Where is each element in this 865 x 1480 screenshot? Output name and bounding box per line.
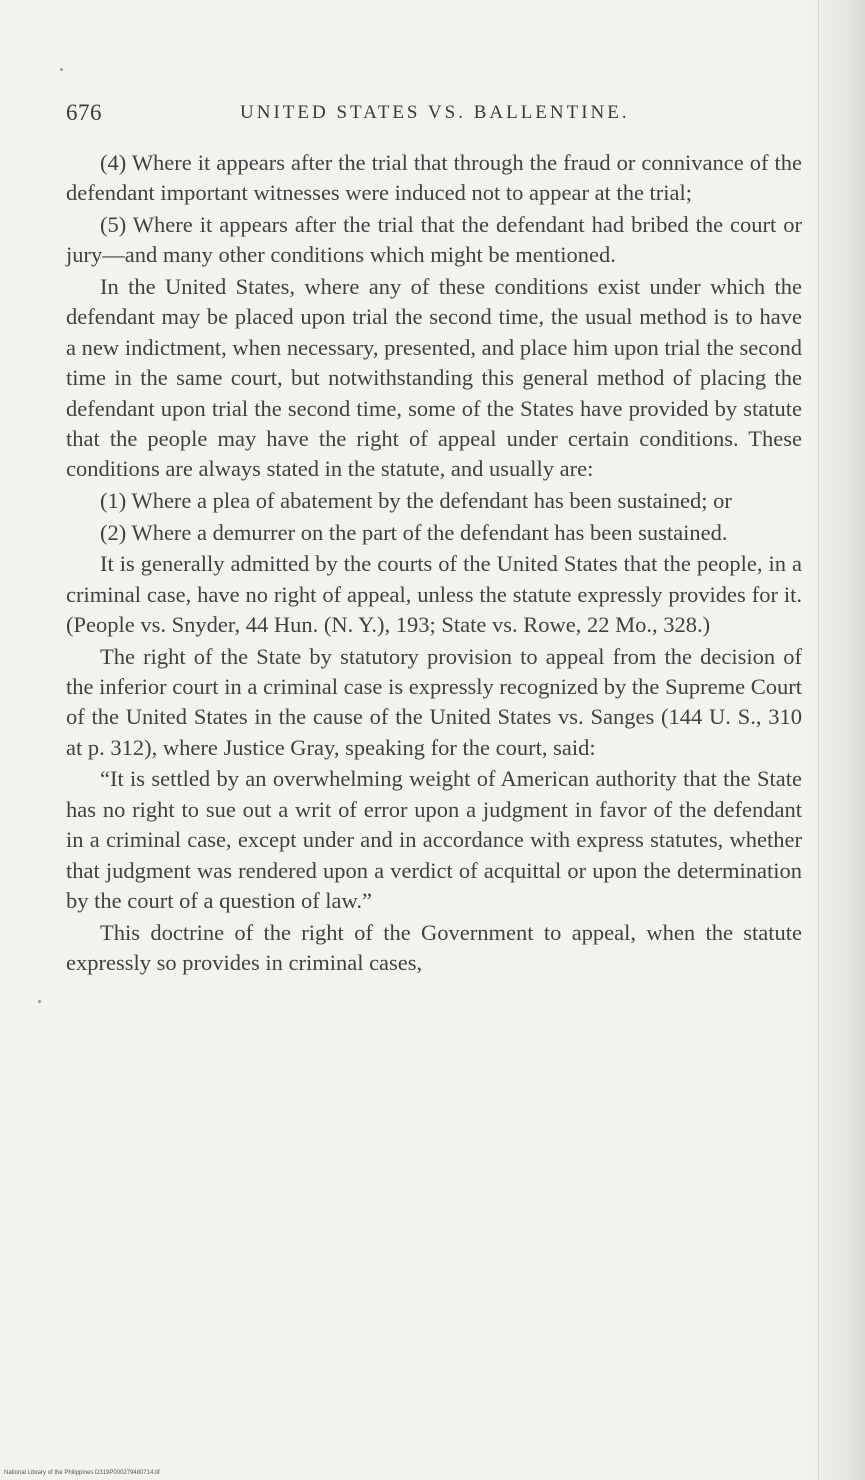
paragraph: (1) Where a plea of abatement by the defendant has been sustained; or [100,488,732,514]
page-edge-line [818,0,819,1480]
running-head: UNITED STATES VS. BALLENTINE. [240,102,630,123]
body-text [66,148,802,980]
scan-speck [38,1000,41,1003]
paragraph: (5) Where it appears after the trial that the defendant had bribed the court or jury—and many other conditions which might be mentioned. [66,212,802,268]
paragraph: In the United States, where any of these conditions exist under which the defendant may be placed upon trial the second time, the usual method is to have a new indictment, when necessary, presented, and place him upon trial the second time in the same court, but notwithstanding this general method of placing the defendant upon trial the second time, some of the States have provided by statute that the people may have the right of appeal under certain conditions. These conditions are always stated in the statute, and usually are: [66,274,802,482]
scan-footer: National Library of the Philippines D319P000279480714.tif [4,1470,160,1476]
paragraph: This doctrine of the right of the Government to appeal, when the statute expressly so provides in criminal cases, [66,919,802,976]
page-edge-shadow [805,0,865,1480]
paragraph: It is generally admitted by the courts of the United States that the people, in a criminal case, have no right of appeal, unless the statute expressly provides for it. (People vs. Snyder, 44 Hun. (N. Y.), 193; State vs. Rowe, 22 Mo., 328.) [66,551,802,638]
paragraph: “It is settled by an overwhelming weight of American authority that the State has no right to sue out a writ of error upon a judgment in favor of the defendant in a criminal case, except under and in accordance with express statutes, whether that judgment was rendered upon a verdict of acquittal or upon the determination by the court of a question of law.” [66,766,802,914]
paragraph: (2) Where a demurrer on the part of the defendant has been sustained. [100,519,728,545]
paragraph: (4) Where it appears after the trial that through the fraud or connivance of the defendant important witnesses were induced not to appear at the trial; [66,150,802,206]
page-number: 676 [66,100,102,125]
page-header [66,100,786,136]
scan-speck [60,68,63,71]
paragraph: The right of the State by statutory provision to appeal from the decision of the inferior court in a criminal case is expressly recognized by the Supreme Court of the United States in the cause of the United States vs. Sanges (144 U. S., 310 at p. 312), where Justice Gray, speaking for the court, said: [66,643,802,760]
